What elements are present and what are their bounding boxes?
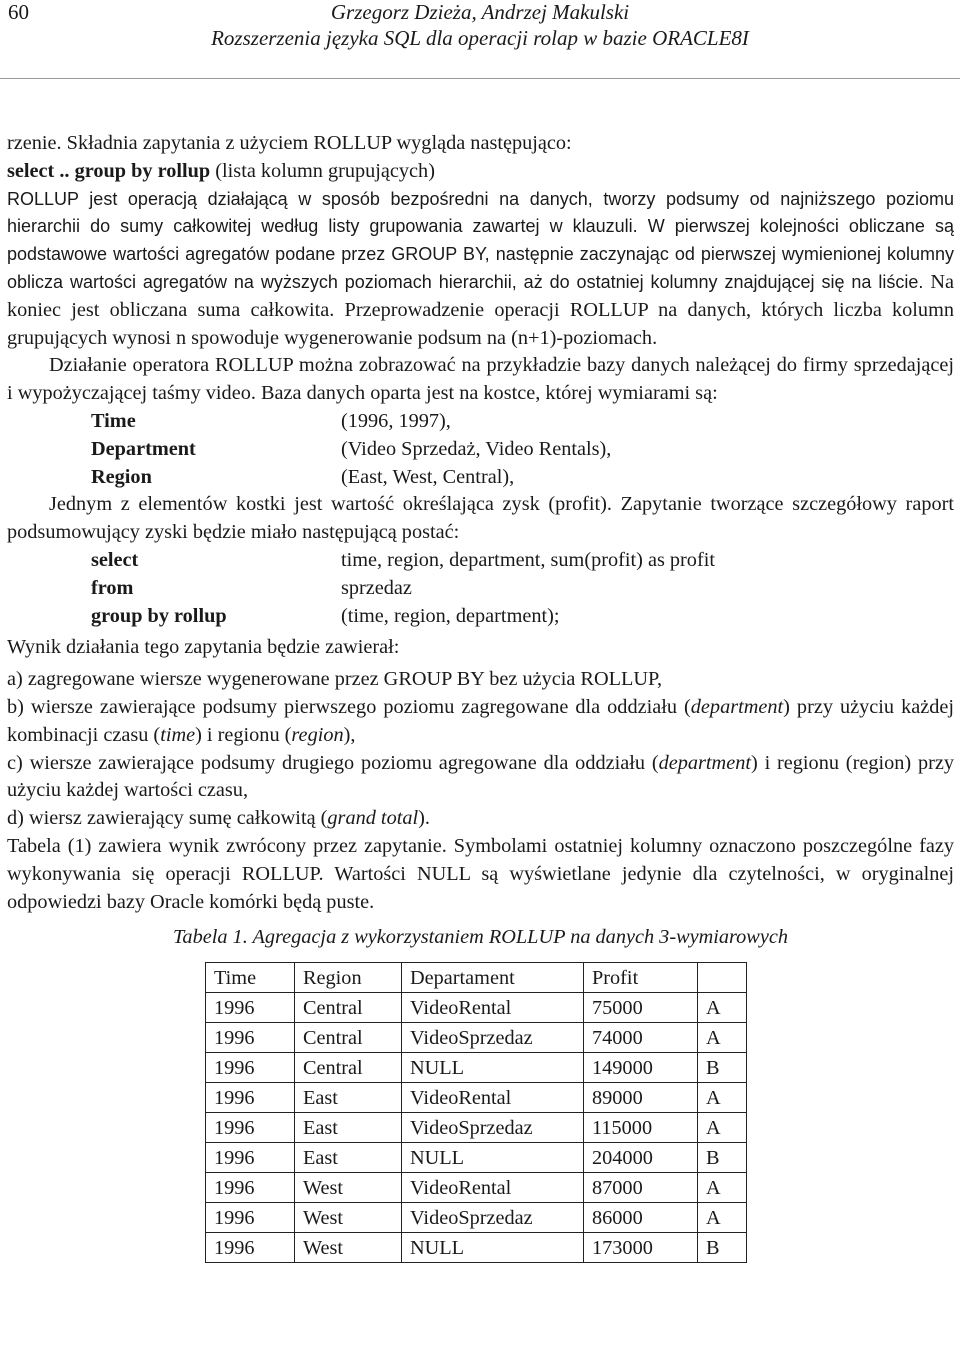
table-cell: 75000	[584, 993, 698, 1023]
table-cell: NULL	[402, 1053, 584, 1083]
header-title: Rozszerzenia języka SQL dla operacji rolap w bazie ORACLE8I	[211, 26, 749, 50]
table-cell: 173000	[584, 1233, 698, 1263]
table-cell: 1996	[206, 1233, 295, 1263]
table-cell: VideoRental	[402, 1173, 584, 1203]
table-cell: East	[295, 1143, 402, 1173]
table-cell: NULL	[402, 1233, 584, 1263]
dimension-row	[7, 464, 954, 492]
query-clause: time, region, department, sum(profit) as profit	[341, 548, 715, 571]
table-row	[206, 1143, 747, 1173]
table-cell: VideoRental	[402, 1083, 584, 1113]
table-cell: West	[295, 1233, 402, 1263]
paragraph-rollup	[7, 186, 954, 353]
rollup-description-end: Na koniec jest obliczana suma całkowita. Przeprowadzenie operacji ROLLUP na danych, których liczba kolumn grupujących wynosi n spowoduje wygenerowanie podsum na (n+1)-poziomach.	[7, 270, 955, 349]
syntax-keywords: select .. group by rollup	[7, 159, 211, 182]
table-cell: East	[295, 1113, 402, 1143]
table-row	[206, 1233, 747, 1263]
table-cell: East	[295, 1083, 402, 1113]
table-cell: 1996	[206, 1173, 295, 1203]
table-cell: 1996	[206, 1053, 295, 1083]
table-header-cell: Region	[295, 963, 402, 993]
table-cell: NULL	[402, 1143, 584, 1173]
table-cell: 149000	[584, 1053, 698, 1083]
paragraph-example: Działanie operatora ROLLUP można zobrazować na przykładzie bazy danych należącej do firmy sprzedającej i wypożyczającej taśmy video. Baza danych oparta jest na kostce, której wymiarami są:	[7, 354, 954, 405]
table-cell: B	[698, 1143, 747, 1173]
query-line	[7, 547, 954, 575]
table-cell: 1996	[206, 1083, 295, 1113]
rollup-table	[205, 962, 747, 1263]
table-cell: 1996	[206, 1143, 295, 1173]
query-keyword: select	[91, 548, 139, 571]
table-cell: Central	[295, 1053, 402, 1083]
table-cell: 89000	[584, 1083, 698, 1113]
table-cell: 74000	[584, 1023, 698, 1053]
table-row	[206, 1173, 747, 1203]
paragraph-query-intro: Jednym z elementów kostki jest wartość określająca zysk (profit). Zapytanie tworzące szczegółowy raport podsumowujący zyski będzie miało następującą postać:	[7, 493, 954, 544]
table-header-cell	[698, 963, 747, 993]
table-cell: 1996	[206, 1113, 295, 1143]
paragraph-table-intro: Tabela (1) zawiera wynik zwrócony przez zapytanie. Symbolami ostatniej kolumny oznaczono poszczególne fazy wykonywania się operacji ROLLUP. Wartości NULL są wyświetlane jedynie dla czytelności, w oryginalnej odpowiedzi bazy Oracle komórki będą puste.	[7, 834, 954, 913]
table-cell: 204000	[584, 1143, 698, 1173]
table-row	[206, 1053, 747, 1083]
paragraph-result-intro: Wynik działania tego zapytania będzie zawierał:	[7, 636, 400, 659]
dimension-name: Department	[91, 437, 196, 460]
table-cell: A	[698, 1083, 747, 1113]
table-cell: VideoSprzedaz	[402, 1113, 584, 1143]
table-cell: A	[698, 1203, 747, 1233]
table-cell: B	[698, 1233, 747, 1263]
table-cell: 87000	[584, 1173, 698, 1203]
query-keyword: from	[91, 576, 134, 599]
header-rule	[0, 78, 960, 79]
table-cell: Central	[295, 1023, 402, 1053]
table-row	[206, 1113, 747, 1143]
table-cell: West	[295, 1203, 402, 1233]
table-cell: VideoSprzedaz	[402, 1203, 584, 1233]
table-cell: A	[698, 993, 747, 1023]
dimension-list	[7, 408, 954, 491]
table-cell: A	[698, 1173, 747, 1203]
dimension-values: (Video Sprzedaż, Video Rentals),	[341, 437, 612, 460]
dimension-name: Region	[91, 465, 152, 488]
query-line	[7, 603, 954, 631]
syntax-args: (lista kolumn grupujących)	[210, 159, 435, 182]
query-line	[7, 575, 954, 603]
query-clause: (time, region, department);	[341, 604, 560, 627]
table-cell: A	[698, 1113, 747, 1143]
table-cell: 1996	[206, 993, 295, 1023]
table-cell: B	[698, 1053, 747, 1083]
table-row	[206, 1083, 747, 1113]
table-row	[206, 993, 747, 1023]
list-item-d: d) wiersz zawierający sumę całkowitą (grand total).	[7, 807, 430, 830]
table-cell: 1996	[206, 1203, 295, 1233]
table-cell: 115000	[584, 1113, 698, 1143]
table-cell: VideoSprzedaz	[402, 1023, 584, 1053]
header-authors: Grzegorz Dzieża, Andrzej Makulski	[330, 0, 630, 24]
table-cell: 86000	[584, 1203, 698, 1233]
dimension-values: (East, West, Central),	[341, 465, 515, 488]
list-item-b: b) wiersze zawierające podsumy pierwszego poziomu zagregowane dla oddziału (department) przy użyciu każdej kombinacji czasu (time) i regionu (region),	[7, 695, 955, 746]
table-row	[206, 1023, 747, 1053]
list-item-c: c) wiersze zawierające podsumy drugiego poziomu agregowane dla oddziału (department) i regionu (region) przy użyciu każdej wartości czasu,	[7, 751, 954, 802]
table-cell: West	[295, 1173, 402, 1203]
table-header-cell: Departament	[402, 963, 584, 993]
table-header-cell: Profit	[584, 963, 698, 993]
dimension-row	[7, 436, 954, 464]
table-caption: Tabela 1. Agregacja z wykorzystaniem ROLLUP na danych 3-wymiarowych	[173, 926, 788, 949]
table-header-row	[206, 963, 747, 993]
table-cell: A	[698, 1023, 747, 1053]
dimension-name: Time	[91, 409, 136, 432]
table-cell: VideoRental	[402, 993, 584, 1023]
table-cell: Central	[295, 993, 402, 1023]
query-keyword: group by rollup	[91, 604, 227, 627]
list-item-a: a) zagregowane wiersze wygenerowane przez GROUP BY bez użycia ROLLUP,	[7, 668, 663, 691]
paragraph-intro: rzenie. Składnia zapytania z użyciem ROLLUP wygląda następująco:	[7, 132, 572, 154]
table-row	[206, 1203, 747, 1233]
dimension-values: (1996, 1997),	[341, 409, 451, 432]
table-cell: 1996	[206, 1023, 295, 1053]
table-header-cell: Time	[206, 963, 295, 993]
query-clause: sprzedaz	[341, 576, 412, 599]
article-body	[7, 130, 954, 1263]
syntax-line	[7, 158, 954, 186]
page-number: 60	[8, 0, 29, 24]
dimension-row	[7, 408, 954, 436]
sql-query	[7, 547, 954, 630]
rollup-description: ROLLUP jest operacją działającą w sposób bezpośredni na danych, tworzy podsumy od najniższego poziomu hierarchii do sumy całkowitej według listy grupowania zawartej w klauzuli. W pierwszej kolejności obliczane są podstawowe wartości agregatów podane przez GROUP BY, następnie zaczynając od pierwszej wymienionej kolumny oblicza wartości agregatów na wyższych poziomach hierarchii, aż do ostatniej kolumny znajdującej się na liście.	[7, 188, 954, 292]
